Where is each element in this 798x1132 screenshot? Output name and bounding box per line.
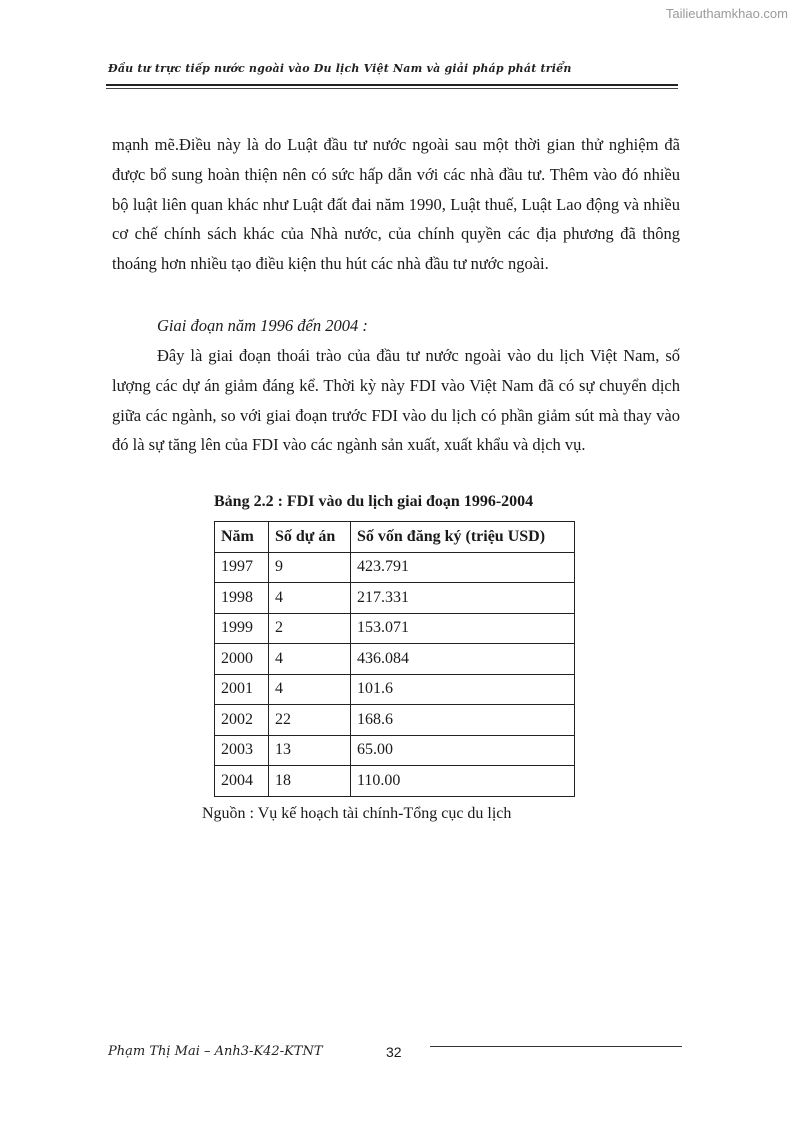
- table-row: [215, 735, 575, 766]
- column-header-year: Năm: [215, 522, 269, 553]
- cell-year: 1999: [215, 613, 269, 644]
- cell-capital: 217.331: [351, 583, 575, 614]
- section-heading: Giai đoạn năm 1996 đến 2004 :: [157, 316, 368, 335]
- cell-capital: 436.084: [351, 644, 575, 675]
- header-rule-secondary: [106, 88, 678, 89]
- cell-year: 2003: [215, 735, 269, 766]
- column-header-capital: Số vốn đăng ký (triệu USD): [351, 522, 575, 553]
- table-row: [215, 583, 575, 614]
- column-header-projects: Số dự án: [269, 522, 351, 553]
- watermark-text: Tailieuthamkhao.com: [665, 6, 788, 21]
- cell-capital: 101.6: [351, 674, 575, 705]
- table-row: [215, 552, 575, 583]
- table-row: [215, 705, 575, 736]
- page-number: 32: [386, 1044, 402, 1060]
- cell-projects: 4: [269, 674, 351, 705]
- paragraph-1: [112, 130, 680, 279]
- cell-projects: 2: [269, 613, 351, 644]
- header-rule: [106, 84, 678, 86]
- table-title: Bảng 2.2 : FDI vào du lịch giai đoạn 1996-2004: [214, 493, 534, 510]
- cell-year: 2000: [215, 644, 269, 675]
- table-header-row: [215, 522, 575, 553]
- cell-projects: 4: [269, 583, 351, 614]
- cell-year: 2002: [215, 705, 269, 736]
- footer-author: Phạm Thị Mai – Anh3-K42-KTNT: [108, 1044, 323, 1059]
- fdi-table: [214, 521, 575, 797]
- cell-capital: 153.071: [351, 613, 575, 644]
- table-row: [215, 674, 575, 705]
- cell-projects: 22: [269, 705, 351, 736]
- cell-year: 2004: [215, 766, 269, 797]
- cell-projects: 9: [269, 552, 351, 583]
- footer-rule: [430, 1046, 682, 1047]
- cell-capital: 65.00: [351, 735, 575, 766]
- cell-capital: 168.6: [351, 705, 575, 736]
- cell-projects: 4: [269, 644, 351, 675]
- table-row: [215, 613, 575, 644]
- running-header: Đầu tư trực tiếp nước ngoài vào Du lịch Việt Nam và giải pháp phát triển: [108, 62, 572, 75]
- cell-capital: 423.791: [351, 552, 575, 583]
- cell-year: 2001: [215, 674, 269, 705]
- table-row: [215, 766, 575, 797]
- cell-projects: 13: [269, 735, 351, 766]
- table-source-note: Nguồn : Vụ kế hoạch tài chính-Tổng cục du lịch: [202, 805, 512, 822]
- table-row: [215, 644, 575, 675]
- cell-year: 1998: [215, 583, 269, 614]
- cell-capital: 110.00: [351, 766, 575, 797]
- paragraph-2: [112, 341, 680, 460]
- paragraph-1-text: mạnh mẽ.Điều này là do Luật đầu tư nước ngoài sau một thời gian thử nghiệm đã được bổ sung hoàn thiện nên có sức hấp dẫn với các nhà đầu tư. Thêm vào đó nhiều bộ luật liên quan khác như Luật đất đai năm 1990, Luật thuế, Luật Lao động và nhiều cơ chế chính sách khác của Nhà nước, của chính quyền các địa phương đã thông thoáng hơn nhiều tạo điều kiện thu hút các nhà đầu tư nước ngoài.: [112, 135, 680, 274]
- cell-year: 1997: [215, 552, 269, 583]
- cell-projects: 18: [269, 766, 351, 797]
- paragraph-2-text: Đây là giai đoạn thoái trào của đầu tư nước ngoài vào du lịch Việt Nam, số lượng các dự án giảm đáng kể. Thời kỳ này FDI vào Việt Nam đã có sự chuyển dịch giữa các ngành, so với giai đoạn trước FDI vào du lịch có phần giảm sút mà thay vào đó là sự tăng lên của FDI vào các ngành sản xuất, xuất khẩu và dịch vụ.: [112, 346, 680, 455]
